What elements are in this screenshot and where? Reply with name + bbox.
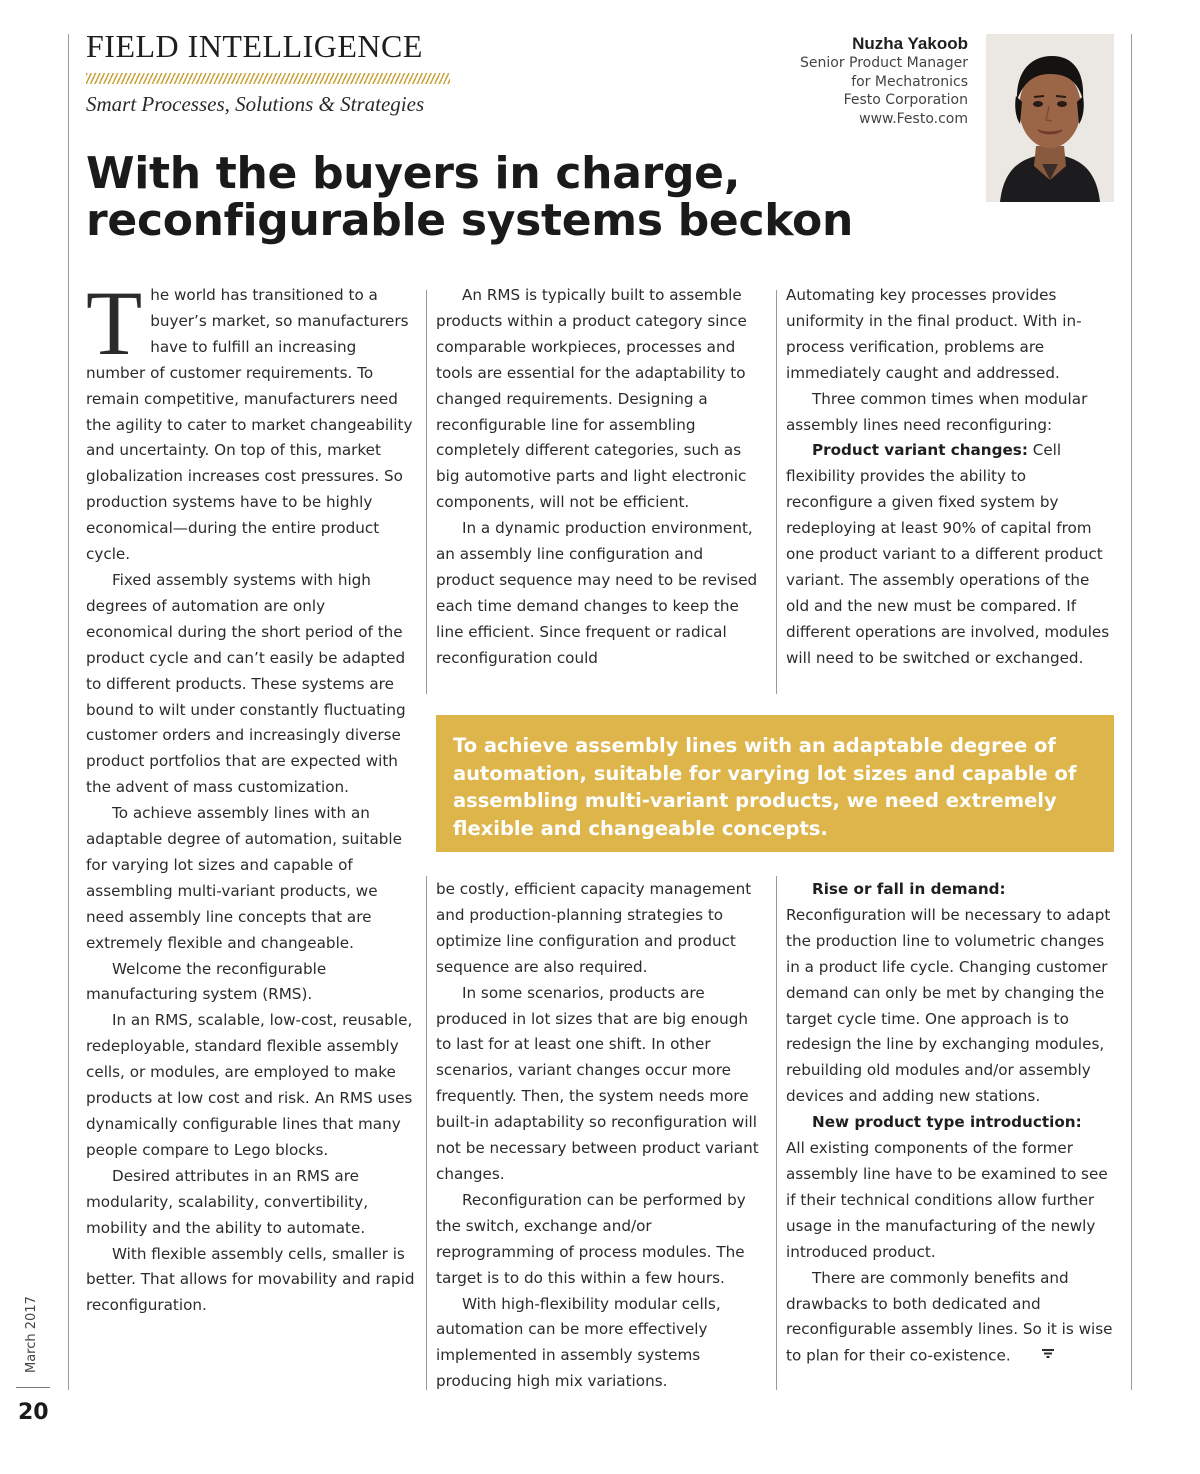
- article-column-3-bottom: [786, 877, 1116, 1370]
- right-frame-rule: [1131, 34, 1132, 1390]
- article-column-1: [86, 272, 416, 1319]
- section-name: FIELD INTELLIGENCE: [86, 28, 423, 64]
- footer-rule: [16, 1387, 50, 1388]
- page-number: 20: [18, 1400, 49, 1425]
- decorative-hatch-rule: [86, 73, 450, 84]
- paragraph: In some scenarios, products are produced in lot sizes that are big enough to last for at least one shift. In other scenarios, variant changes occur more frequently. Then, the system needs more built-in adaptability so reconfiguration will not be necessary between product variant changes.: [436, 983, 759, 1183]
- author-name: Nuzha Yakoob: [852, 34, 968, 53]
- column-divider: [426, 290, 427, 694]
- author-website: www.Festo.com: [859, 110, 968, 127]
- author-photo: [986, 34, 1114, 202]
- issue-date-text: March 2017: [24, 1296, 39, 1373]
- paragraph: [786, 1266, 1116, 1370]
- author-title-2: for Mechatronics: [851, 73, 968, 90]
- column-divider: [776, 290, 777, 694]
- paragraph: An RMS is typically built to assemble products within a product category since comparable workpieces, processes and tools are essential for the adaptability to changed requirements. Designing a reconfigurable line for assembling completely different categories, such as big automotive parts and light electronic components, will not be efficient.: [436, 286, 747, 512]
- paragraph: Three common times when modular assembly lines need reconfiguring:: [786, 389, 1088, 434]
- paragraph-text: Reconfiguration will be necessary to adapt the production line to volumetric changes in a product life cycle. Changing customer demand can only be met by changing the target cycle time. One approach is to redesign the line by exchanging modules, rebuilding old modules and/or assembly devices and adding new stations.: [786, 905, 1111, 1106]
- paragraph-text: he world has transitioned to a buyer’s market, so manufacturers have to fulfill an increasing number of customer requirements. To remain competitive, manufacturers need the agility to cater to market changeability and uncertainty. On top of this, market globalization increases cost pressures. So production systems have to be highly economical—during the entire product cycle.: [86, 286, 413, 564]
- paragraph: With flexible assembly cells, smaller is better. That allows for movability and rapid reconfiguration.: [86, 1244, 415, 1315]
- paragraph: In a dynamic production environment, an assembly line configuration and product sequence may need to be revised each time demand changes to keep the line efficient. Since frequent or radical reconfiguration could: [436, 519, 758, 667]
- drop-cap: T: [86, 272, 143, 374]
- subheading: New product type introduction:: [812, 1113, 1082, 1132]
- column-divider: [776, 876, 777, 1390]
- pull-quote-box: [436, 715, 1114, 852]
- article-column-2-bottom: [436, 877, 766, 1395]
- pull-quote-text: To achieve assembly lines with an adaptable degree of automation, suitable for varying lot sizes and capable of assembling multi-variant products, we need extremely flexible and changeable concepts.: [453, 734, 1077, 840]
- paragraph: Reconfiguration can be performed by the switch, exchange and/or reprogramming of process modules. The target is to do this within a few hours.: [436, 1190, 746, 1287]
- article-column-3-top: [786, 283, 1116, 672]
- paragraph: [86, 272, 416, 568]
- paragraph: [786, 438, 1116, 671]
- left-frame-rule: [68, 34, 69, 1390]
- article-title-line-2: reconfigurable systems beckon: [86, 195, 853, 246]
- paragraph: Fixed assembly systems with high degrees of automation are only economical during the short period of the product cycle and can’t easily be adapted to different products. These systems are bound to wilt under constantly fluctuating customer orders and increasingly diverse product portfolios that are expected with the advent of mass customization.: [86, 570, 406, 797]
- section-subtitle: Smart Processes, Solutions & Strategies: [86, 92, 425, 116]
- paragraph: Desired attributes in an RMS are modularity, scalability, convertibility, mobility and the ability to automate.: [86, 1166, 369, 1237]
- paragraph: Welcome the reconfigurable manufacturing system (RMS).: [86, 959, 327, 1004]
- paragraph: All existing components of the former assembly line have to be examined to see if their technical conditions allow further usage in the manufacturing of the newly introduced product.: [786, 1139, 1108, 1261]
- paragraph: [786, 877, 1116, 1110]
- article-column-2-top: [436, 283, 766, 672]
- author-company: Festo Corporation: [843, 92, 968, 108]
- column-divider: [426, 876, 427, 1390]
- paragraph: [786, 1110, 1116, 1136]
- subheading: Rise or fall in demand:: [812, 880, 1006, 898]
- paragraph: In an RMS, scalable, low-cost, reusable, redeployable, standard flexible assembly cells, or modules, are employed to make products at low cost and risk. An RMS uses dynamically configurable lines that many people compare to Lego blocks.: [86, 1011, 413, 1159]
- paragraph-text: Cell flexibility provides the ability to reconfigure a given fixed system by redeploying at least 90% of capital from one product variant to a different product variant. The assembly operations of the old and the new must be compared. If different operations are involved, modules will need to be switched or exchanged.: [786, 441, 1110, 667]
- paragraph-text: There are commonly benefits and drawbacks to both dedicated and reconfigurable assembly lines. So it is wise to plan for their co-existence.: [786, 1268, 1113, 1365]
- paragraph: Automating key processes provides uniformity in the final product. With in-process verification, problems are immediately caught and addressed.: [786, 286, 1082, 382]
- magazine-end-mark-icon: [1015, 1343, 1055, 1369]
- author-info: [800, 34, 968, 128]
- article-title-line-1: With the buyers in charge,: [86, 148, 741, 199]
- author-title: Senior Product Manager: [799, 55, 968, 71]
- issue-date: [24, 1285, 44, 1375]
- paragraph: With high-flexibility modular cells, automation can be more effectively implemented in assembly systems producing high mix variations.: [436, 1294, 721, 1391]
- article-title: [86, 150, 946, 244]
- subheading: Product variant changes:: [812, 441, 1028, 460]
- paragraph: be costly, efficient capacity management and production-planning strategies to optimize line configuration and product sequence are also required.: [436, 880, 752, 976]
- paragraph: To achieve assembly lines with an adaptable degree of automation, suitable for varying lot sizes and capable of assembling multi-variant products, we need assembly line concepts that are extremely flexible and changeable.: [86, 804, 402, 952]
